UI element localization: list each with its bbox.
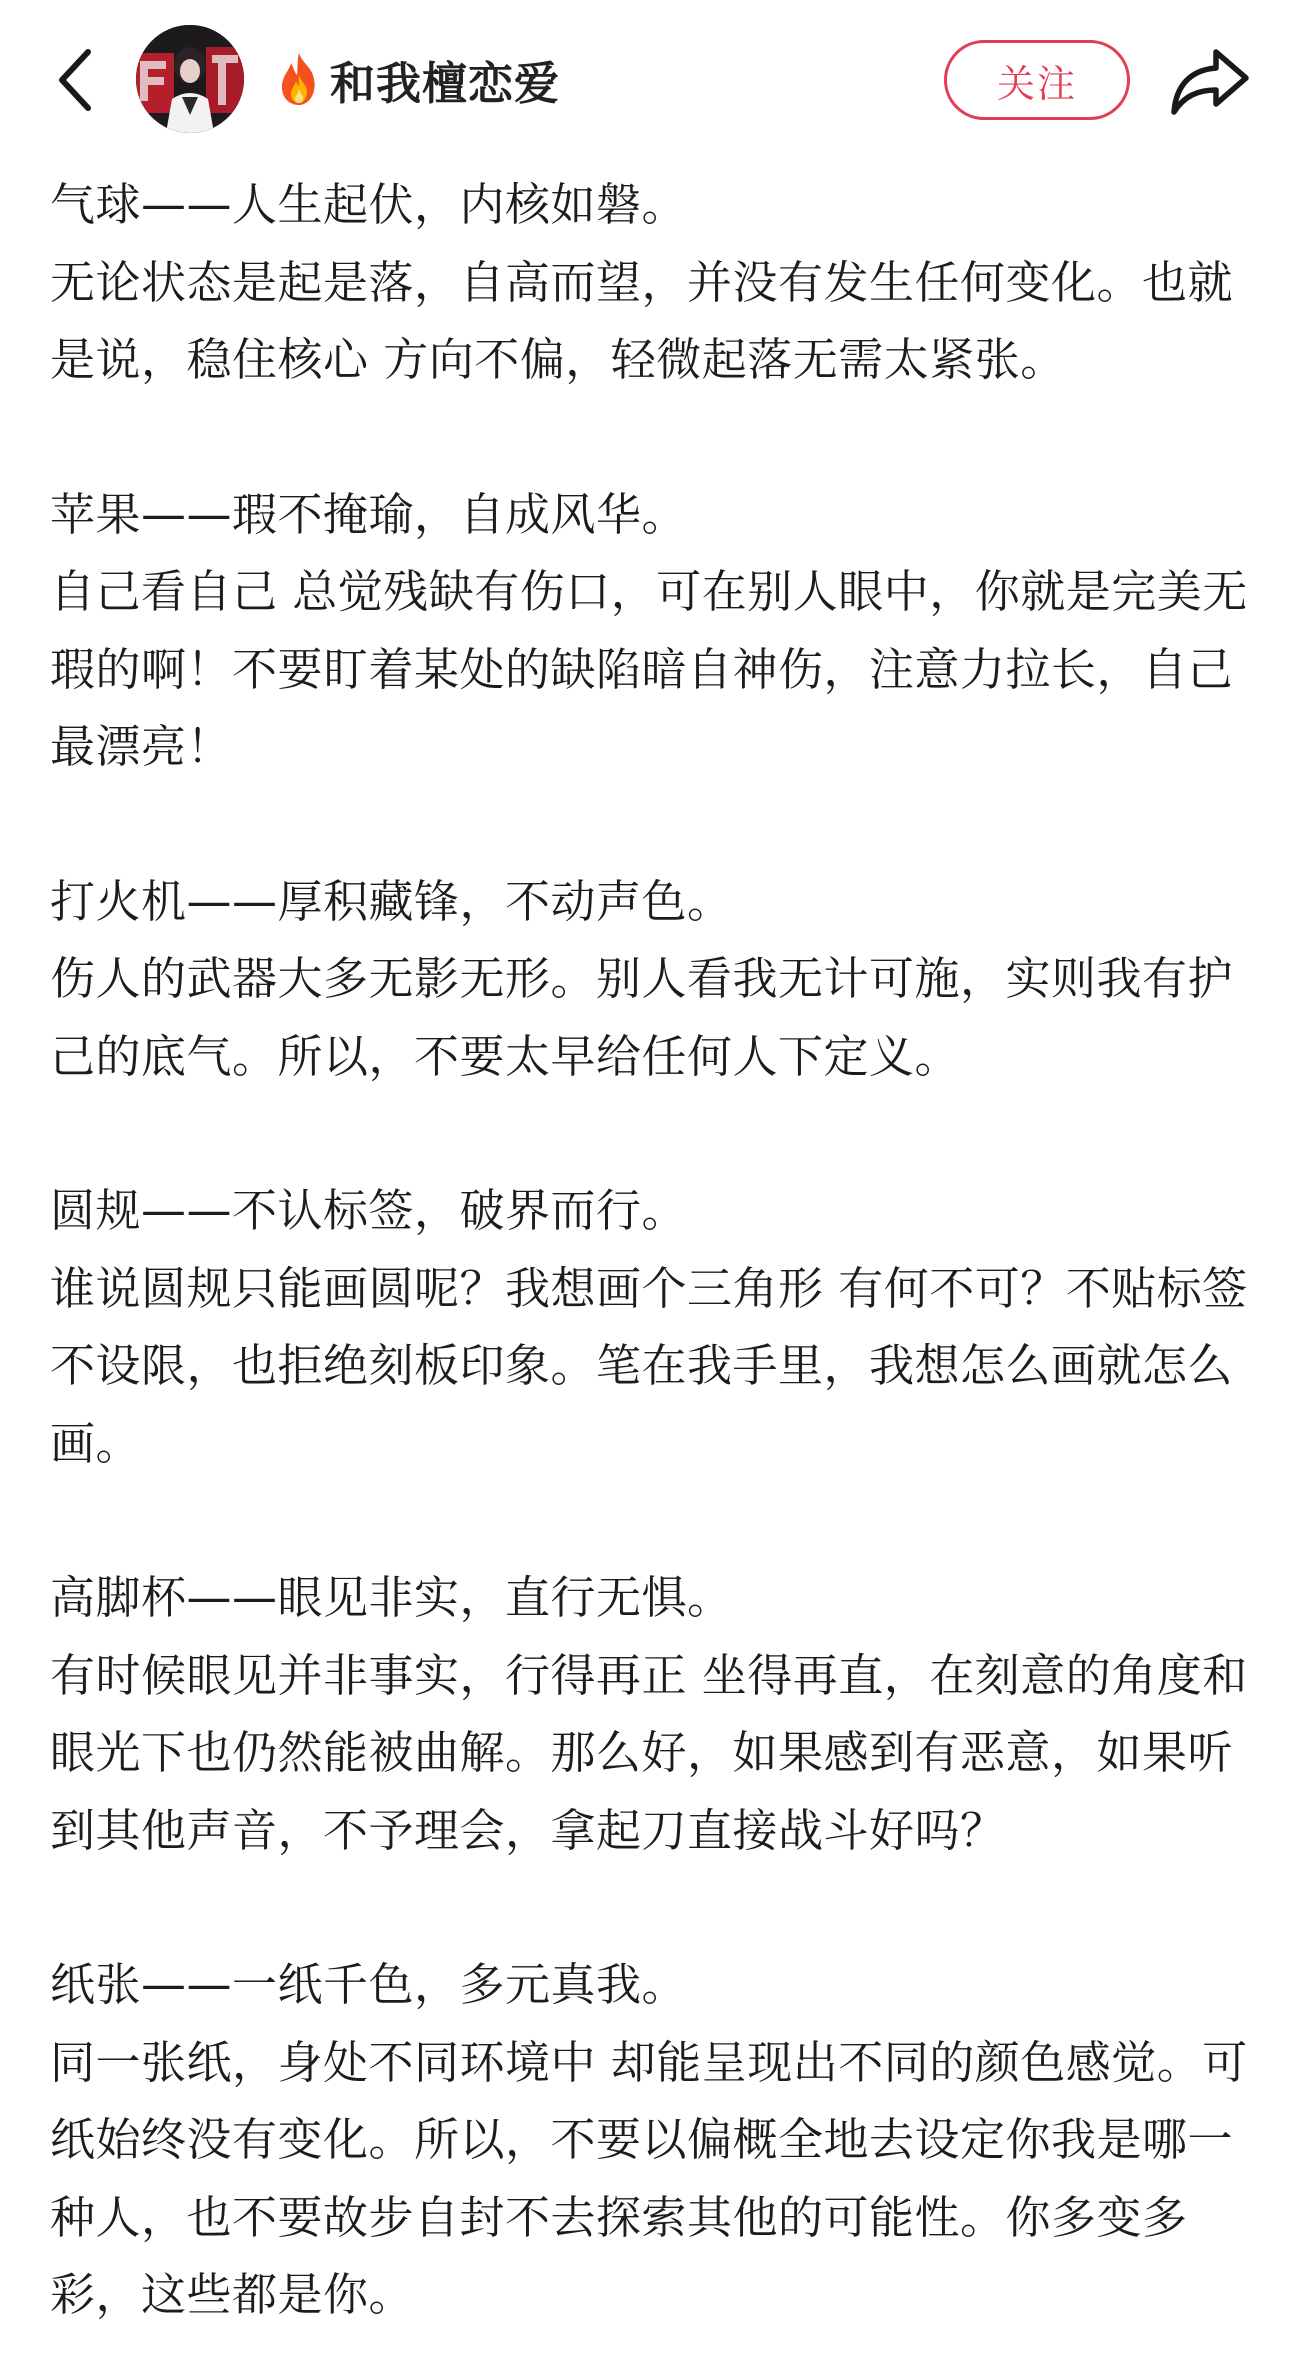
section-heading: 气球——人生起伏，内核如磐。 xyxy=(50,178,688,231)
post-section-lighter xyxy=(50,863,1250,1096)
avatar[interactable] xyxy=(136,25,244,133)
section-heading: 苹果——瑕不掩瑜，自成风华。 xyxy=(50,487,688,541)
avatar-image xyxy=(136,25,244,133)
top-bar xyxy=(0,0,1290,160)
section-body: 谁说圆规只能画圆呢？我想画个三角形 有何不可？不贴标签不设限，也拒绝刻板印象。笔在我手里，我想怎么画就怎么画。 xyxy=(50,1261,1248,1470)
back-button[interactable] xyxy=(44,38,108,122)
section-heading: 高脚杯——眼见非实，直行无惧。 xyxy=(50,1571,733,1624)
fire-icon xyxy=(276,51,322,107)
section-body: 同一张纸，身处不同环境中 却能呈现出不同的颜色感觉。可纸始终没有变化。所以，不要以偏概全地去设定你我是哪一种人，也不要故步自封不去探索其他的可能性。你多变多彩，这些都是你。 xyxy=(50,2035,1248,2321)
follow-button[interactable]: 关注 xyxy=(944,40,1130,120)
post-section-paper xyxy=(50,1946,1250,2334)
share-button[interactable] xyxy=(1168,40,1252,122)
share-arrow-icon xyxy=(1168,40,1252,122)
section-heading: 打火机——厚积藏锋，不动声色。 xyxy=(50,874,733,928)
section-body: 自己看自己 总觉残缺有伤口，可在别人眼中，你就是完美无瑕的啊！不要盯着某处的缺陷暗自神伤，注意力拉长，自己最漂亮！ xyxy=(50,565,1248,773)
post-section-balloon xyxy=(50,166,1250,399)
post-section-goblet xyxy=(50,1559,1250,1869)
post-content xyxy=(50,166,1250,2334)
post-section-apple xyxy=(50,476,1250,786)
post-section-compass xyxy=(50,1172,1250,1482)
section-body: 无论状态是起是落，自高而望，并没有发生任何变化。也就是说，稳住核心 方向不偏，轻微起落无需太紧张。 xyxy=(50,255,1234,386)
section-body: 伤人的武器大多无影无形。别人看我无计可施，实则我有护己的底气。所以，不要太早给任何人下定义。 xyxy=(50,952,1234,1083)
username-group[interactable] xyxy=(276,44,560,114)
section-heading: 纸张——一纸千色，多元真我。 xyxy=(50,1958,688,2011)
chevron-left-icon xyxy=(44,38,108,122)
username: 和我檀恋爱 xyxy=(330,56,561,110)
section-body: 有时候眼见并非事实，行得再正 坐得再直，在刻意的角度和眼光下也仍然能被曲解。那么好，如果感到有恶意，如果听到其他声音，不予理会，拿起刀直接战斗好吗？ xyxy=(50,1648,1248,1857)
section-heading: 圆规——不认标签，破界而行。 xyxy=(50,1184,688,1237)
